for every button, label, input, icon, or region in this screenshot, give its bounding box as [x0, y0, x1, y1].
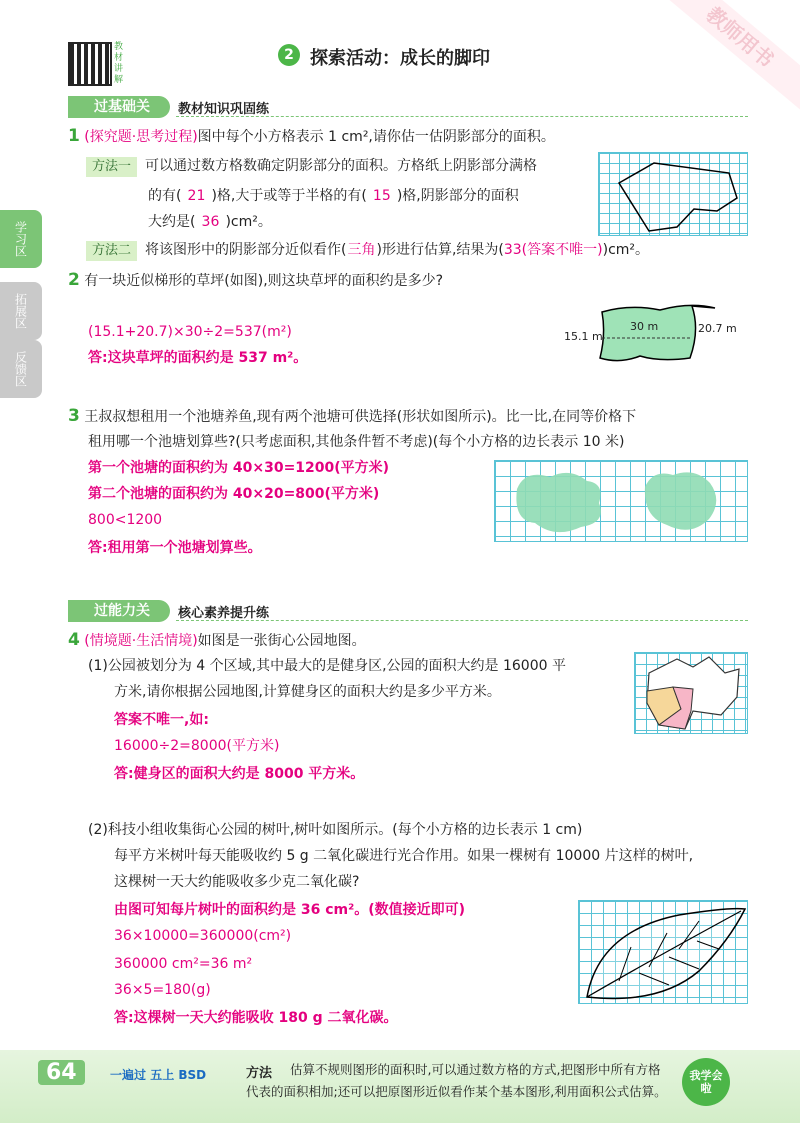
section-ability-label: 过能力关	[68, 600, 170, 622]
label-right-base: 20.7 m	[698, 322, 737, 335]
q4-part2-line2: 每平方米树叶每天能吸收约 5 g 二氧化碳进行光合作用。如果一棵树有 10000 片这样的树叶,	[114, 848, 694, 864]
answer-result: 33(答案不唯一)	[503, 242, 603, 258]
brand-logo: 一遍过 五上 BSD	[110, 1068, 207, 1082]
lesson-number-badge: 2	[278, 44, 300, 66]
method1-tag: 方法一	[86, 157, 137, 177]
mascot-badge: 我学会啦	[682, 1058, 730, 1106]
q3-ponds-figure	[494, 460, 748, 542]
q4-part2-line3: 这棵树一天大约能吸收多少克二氧化碳?	[114, 874, 360, 890]
q3-answer2: 第二个池塘的面积约为 40×20=800(平方米)	[88, 486, 380, 502]
label-height: 30 m	[630, 320, 659, 333]
section-ability	[68, 600, 748, 622]
q4-part1-line1: (1)公园被划分为 4 个区域,其中最大的是健身区,公园的面积大约是 16000 平	[88, 658, 566, 674]
q4-part2-equation3: 36×5=180(g)	[114, 982, 211, 998]
grade-label: 五上 BSD	[150, 1068, 207, 1082]
q4-part1-equation: 16000÷2=8000(平方米)	[114, 738, 280, 754]
q1-method1-line1: 方法一 可以通过数方格数确定阴影部分的面积。方格纸上阴影部分满格	[86, 156, 537, 177]
answer-shape: 三角	[347, 242, 376, 258]
q1-method1-line2: 的有( 21 )格,大于或等于半格的有( 15 )格,阴影部分的面积	[148, 188, 519, 204]
q4-part1-line2: 方米,请你根据公园地图,计算健身区的面积大约是多少平方米。	[114, 684, 501, 700]
q2-question: 2 有一块近似梯形的草坪(如图),则这块草坪的面积约是多少?	[68, 270, 444, 290]
q2-equation: (15.1+20.7)×30÷2=537(m²)	[88, 324, 292, 340]
q4-part2-answer1: 由图可知每片树叶的面积约是 36 cm²。(数值接近即可)	[114, 902, 466, 918]
section-basic-label: 过基础关	[68, 96, 170, 118]
answer-area: 36	[201, 214, 220, 230]
label-left-base: 15.1 m	[564, 330, 603, 343]
q4-part2-equation2: 360000 cm²=36 m²	[114, 956, 253, 972]
page-number: 64	[38, 1060, 85, 1085]
q1-grid-figure	[598, 152, 748, 236]
section-ability-subtitle: 核心素养提升练	[178, 606, 270, 621]
watermark: 教师用书	[652, 0, 800, 114]
q4-leaf-figure	[578, 900, 748, 1004]
q4-part2-answer: 答:这棵树一天大约能吸收 180 g 二氧化碳。	[114, 1010, 398, 1026]
q3-answer1: 第一个池塘的面积约为 40×30=1200(平方米)	[88, 460, 390, 476]
side-tab-study[interactable]: 学习区	[0, 210, 42, 268]
footer-tip-line2: 代表的面积相加;还可以把原图形近似看作某个基本图形,利用面积公式估算。	[246, 1084, 667, 1099]
q3-compare: 800<1200	[88, 512, 163, 528]
qr-code[interactable]	[68, 42, 112, 86]
section-basic	[68, 96, 748, 118]
method2-tag: 方法二	[86, 241, 137, 261]
section-basic-subtitle: 教材知识巩固练	[178, 102, 270, 117]
answer-half-squares: 15	[372, 188, 391, 204]
q4-part1-answer-note: 答案不唯一,如:	[114, 712, 209, 728]
q3-question-line2: 租用哪一个池塘划算些?(只考虑面积,其他条件暂不考虑)(每个小方格的边长表示 10 米)	[88, 434, 625, 450]
method-tag: 方法	[246, 1066, 273, 1081]
q4-part2-equation1: 36×10000=360000(cm²)	[114, 928, 292, 944]
q1-question: 1 (探究题·思考过程)图中每个小方格表示 1 cm²,请你估一估阴影部分的面积。	[68, 126, 555, 146]
q1-method1-line3: 大约是( 36 )cm²。	[148, 214, 272, 230]
q3-question-line1: 3 王叔叔想租用一个池塘养鱼,现有两个池塘可供选择(形状如图所示)。比一比,在同等价格下	[68, 406, 637, 426]
q3-conclusion: 答:租用第一个池塘划算些。	[88, 540, 262, 556]
q2-lawn-figure	[560, 300, 760, 372]
footer-tip-line1: 估算不规则图形的面积时,可以通过数方格的方式,把图形中所有方格	[290, 1062, 661, 1077]
q1-method2: 方法二 将该图形中的阴影部分近似看作(三角)形进行估算,结果为(33(答案不唯一))cm²。	[86, 240, 649, 261]
q2-answer: 答:这块草坪的面积约是 537 m²。	[88, 350, 308, 366]
q4-park-map	[634, 652, 748, 734]
q4-question: 4 (情境题·生活情境)如图是一张街心公园地图。	[68, 630, 366, 650]
side-tab-extend[interactable]: 拓展区	[0, 282, 42, 340]
page-title: 探索活动：成长的脚印	[310, 48, 490, 69]
side-tab-feedback[interactable]: 反馈区	[0, 340, 42, 398]
qr-label: 教材讲解	[114, 42, 124, 85]
answer-full-squares: 21	[187, 188, 206, 204]
q4-part2-line1: (2)科技小组收集街心公园的树叶,树叶如图所示。(每个小方格的边长表示 1 cm)	[88, 822, 583, 838]
q4-part1-answer: 答:健身区的面积大约是 8000 平方米。	[114, 766, 365, 782]
